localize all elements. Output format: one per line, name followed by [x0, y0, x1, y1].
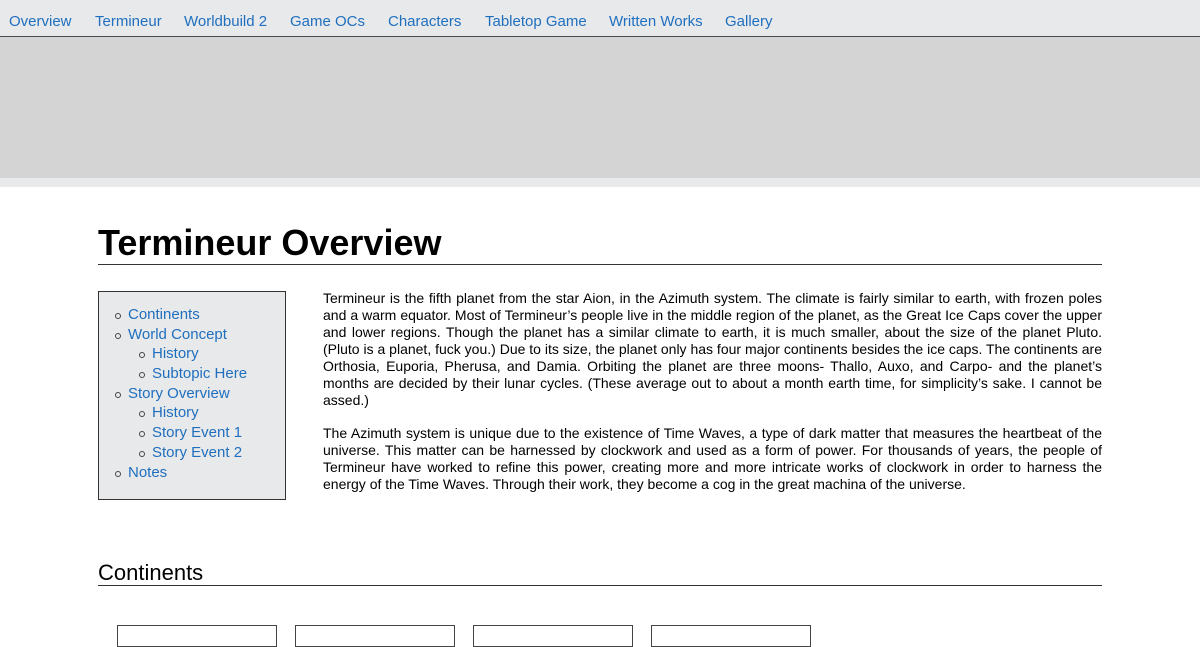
toc-link[interactable]: Notes: [128, 464, 168, 481]
nav-link-overview[interactable]: Overview: [9, 13, 72, 30]
toc-link[interactable]: Subtopic Here: [152, 365, 248, 382]
nav-link-tabletop-game[interactable]: Tabletop Game: [485, 13, 587, 30]
top-navigation: [0, 0, 1200, 37]
nav-link-termineur[interactable]: Termineur: [95, 13, 162, 30]
continent-card[interactable]: [651, 625, 811, 647]
continent-card[interactable]: [117, 625, 277, 647]
nav-link-game-ocs[interactable]: Game OCs: [290, 13, 366, 30]
toc-link[interactable]: Story Overview: [128, 385, 230, 402]
intro-text: [323, 290, 1102, 509]
nav-link-gallery[interactable]: Gallery: [725, 13, 773, 30]
toc-item-story-overview[interactable]: [128, 385, 230, 403]
toc-link[interactable]: History: [152, 404, 199, 421]
toc-link[interactable]: Story Event 2: [152, 444, 243, 461]
toc-link[interactable]: Story Event 1: [152, 424, 243, 441]
toc-item-world-concept[interactable]: [128, 326, 227, 344]
toc-subitem-history[interactable]: [152, 345, 199, 363]
continents-heading: Continents: [98, 560, 1102, 586]
toc-link[interactable]: History: [152, 345, 199, 362]
continent-card[interactable]: [295, 625, 455, 647]
toc-subitem-history[interactable]: [152, 404, 199, 422]
nav-link-written-works[interactable]: Written Works: [609, 13, 703, 30]
continent-card[interactable]: [473, 625, 633, 647]
toc-item-notes[interactable]: [128, 464, 167, 482]
page-title: Termineur Overview: [98, 222, 1102, 265]
toc-subitem-story-event-1[interactable]: [152, 424, 242, 442]
toc-subitem-subtopic-here[interactable]: [152, 365, 247, 383]
intro-paragraph: Termineur is the fifth planet from the star Aion, in the Azimuth system. The climate is fairly similar to earth, with frozen poles and a warm equator. Most of Termineur’s people live in the middle region of the planet, as the Great Ice Caps cover the upper and lower regions. Though the planet has a similar climate to earth, it is much smaller, about the size of the planet Pluto. (Pluto is a planet, fuck you.) Due to its size, the planet only has four major continents besides the ice caps. The continents are Orthosia, Euporia, Pherusa, and Damia. Orbiting the planet are three moons- Thallo, Auxo, and Carpo- and the planet’s months are decided by their lunar cycles. (These average out to about a month earth time, for simplicity’s sake. I cannot be assed.): [323, 290, 1102, 408]
banner-divider: [0, 178, 1200, 187]
nav-link-characters[interactable]: Characters: [388, 13, 462, 30]
toc-subitem-story-event-2[interactable]: [152, 444, 242, 462]
toc-item-continents[interactable]: [128, 306, 200, 324]
toc-link[interactable]: World Concept: [128, 326, 227, 343]
toc-link[interactable]: Continents: [128, 306, 200, 323]
header-banner: [0, 37, 1200, 178]
table-of-contents: [98, 291, 286, 500]
intro-paragraph: The Azimuth system is unique due to the existence of Time Waves, a type of dark matter that measures the heartbeat of the universe. This matter can be harnessed by clockwork and used as a form of power. For thousands of years, the people of Termineur have worked to refine this power, creating more and more intricate works of clockwork in order to harness the energy of the Time Waves. Through their work, they become a cog in the great machina of the universe.: [323, 425, 1102, 492]
nav-link-worldbuild-2[interactable]: Worldbuild 2: [184, 13, 268, 30]
